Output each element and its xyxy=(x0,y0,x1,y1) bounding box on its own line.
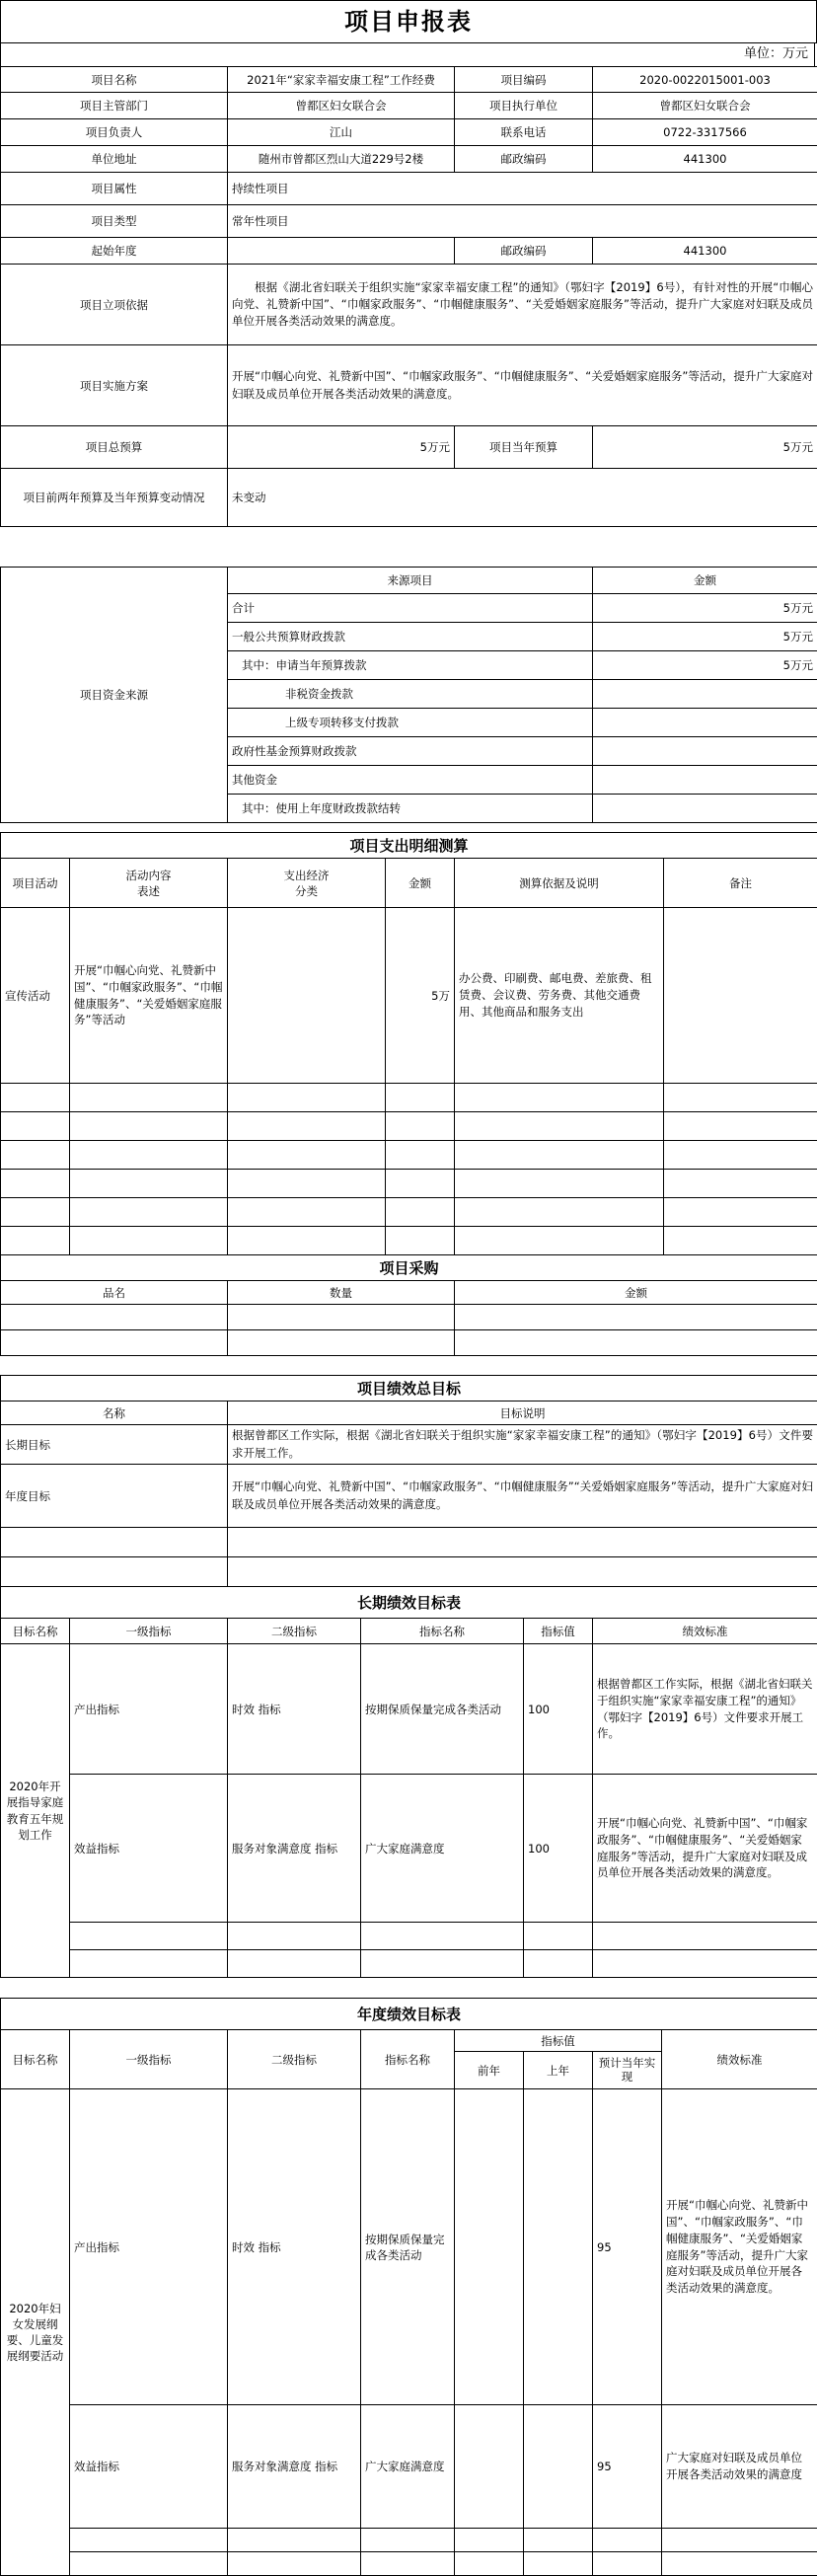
expense-empty-cell xyxy=(70,1084,228,1112)
label-budget-change: 项目前两年预算及当年预算变动情况 xyxy=(1,469,228,527)
funding-row-name: 非税资金拨款 xyxy=(228,680,593,709)
expense-empty-cell xyxy=(228,1198,386,1227)
annual-subheader: 预计当年实现 xyxy=(593,2052,662,2089)
procurement-empty-cell xyxy=(228,1305,455,1330)
expense-empty-cell xyxy=(664,1198,817,1227)
performance-empty-cell xyxy=(1,1528,228,1557)
annual-standard: 开展“巾帼心向党、礼赞新中国”、“巾帼家政服务”、“巾帼健康服务”、“关爱婚姻家庭服务”等活动，提升广大家庭对妇联及成员单位开展各类活动效果的满意度。 xyxy=(662,2089,817,2405)
label-basis: 项目立项依据 xyxy=(1,265,228,345)
funding-row-name: 政府性基金预算财政拨款 xyxy=(228,737,593,766)
value-zip: 441300 xyxy=(593,146,817,173)
longterm-header: 指标值 xyxy=(524,1619,593,1644)
longterm-empty-cell xyxy=(593,1923,817,1950)
expense-empty-cell xyxy=(455,1112,664,1141)
value-project-name: 2021年“家家幸福安康工程”工作经费 xyxy=(228,67,455,93)
procurement-empty-cell xyxy=(455,1305,817,1330)
label-plan: 项目实施方案 xyxy=(1,345,228,426)
funding-row-amount xyxy=(593,709,817,737)
performance-row-desc: 根据曾都区工作实际，根据《湖北省妇联关于组织实施“家家幸福安康工程”的通知》（鄂妇字【2019】6号）文件要求开展工作。 xyxy=(228,1425,817,1465)
funding-row-amount: 5万元 xyxy=(593,594,817,623)
longterm-empty-cell xyxy=(361,1923,524,1950)
annual-goal: 2020年妇女发展纲要、儿童发展纲要活动 xyxy=(1,2089,70,2576)
procurement-empty-cell xyxy=(1,1330,228,1356)
expense-basis: 办公费、印刷费、邮电费、差旅费、租赁费、会议费、劳务费、其他交通费用、其他商品和服务支出 xyxy=(455,908,664,1084)
expense-header: 项目活动 xyxy=(1,859,70,908)
expense-empty-cell xyxy=(664,1170,817,1198)
label-project-code: 项目编码 xyxy=(455,67,593,93)
performance-title: 项目绩效总目标 xyxy=(1,1376,817,1402)
expense-empty-cell xyxy=(228,1112,386,1141)
basic-info-table xyxy=(0,66,817,527)
value-phone: 0722-3317566 xyxy=(593,119,817,146)
funding-row-amount xyxy=(593,737,817,766)
funding-row-name: 其中：申请当年预算拨款 xyxy=(228,651,593,680)
label-funding: 项目资金来源 xyxy=(1,568,228,823)
longterm-header: 绩效标准 xyxy=(593,1619,817,1644)
annual-empty-cell xyxy=(662,2529,817,2552)
annual-header: 指标名称 xyxy=(361,2030,455,2089)
longterm-empty-cell xyxy=(593,1950,817,1978)
annual-header: 绩效标准 xyxy=(662,2030,817,2089)
expense-empty-cell xyxy=(386,1141,455,1170)
annual-empty-cell xyxy=(70,2529,228,2552)
expense-empty-cell xyxy=(70,1112,228,1141)
annual-subheader: 前年 xyxy=(455,2052,524,2089)
expense-header: 活动内容 表述 xyxy=(70,859,228,908)
longterm-header: 二级指标 xyxy=(228,1619,361,1644)
annual-v3: 95 xyxy=(593,2089,662,2405)
annual-empty-cell xyxy=(228,2529,361,2552)
annual-indicator: 按期保质保量完成各类活动 xyxy=(361,2089,455,2405)
value-project-code: 2020-0022015001-003 xyxy=(593,67,817,93)
annual-indicator: 广大家庭满意度 xyxy=(361,2405,455,2529)
longterm-l1: 产出指标 xyxy=(70,1644,228,1775)
annual-v1 xyxy=(455,2089,524,2405)
procurement-header: 金额 xyxy=(455,1281,817,1305)
performance-empty-cell xyxy=(1,1557,228,1587)
label-leader: 项目负责人 xyxy=(1,119,228,146)
annual-l1: 效益指标 xyxy=(70,2405,228,2529)
label-project-name: 项目名称 xyxy=(1,67,228,93)
procurement-header: 品名 xyxy=(1,1281,228,1305)
procurement-title: 项目采购 xyxy=(1,1255,817,1281)
annual-empty-cell xyxy=(593,2529,662,2552)
label-zip: 邮政编码 xyxy=(455,146,593,173)
value-total-budget: 5万元 xyxy=(228,426,455,469)
annual-header: 一级指标 xyxy=(70,2030,228,2089)
expense-amount: 5万 xyxy=(386,908,455,1084)
expense-empty-cell xyxy=(228,1141,386,1170)
expense-empty-cell xyxy=(70,1141,228,1170)
funding-row-name: 其他资金 xyxy=(228,766,593,795)
expense-empty-cell xyxy=(1,1141,70,1170)
expense-empty-cell xyxy=(386,1227,455,1255)
expense-empty-cell xyxy=(386,1112,455,1141)
funding-row-amount xyxy=(593,766,817,795)
performance-empty-cell xyxy=(228,1557,817,1587)
longterm-standard: 根据曾都区工作实际，根据《湖北省妇联关于组织实施“家家幸福安康工程”的通知》（鄂妇字【2019】6号）文件要求开展工作。 xyxy=(593,1644,817,1775)
annual-empty-cell xyxy=(524,2529,593,2552)
expense-empty-cell xyxy=(228,1227,386,1255)
annual-v2 xyxy=(524,2089,593,2405)
performance-header: 目标说明 xyxy=(228,1402,817,1425)
annual-l2: 时效 指标 xyxy=(228,2089,361,2405)
funding-row-name: 一般公共预算财政拨款 xyxy=(228,623,593,651)
longterm-table xyxy=(0,1586,817,1978)
expense-empty-cell xyxy=(1,1198,70,1227)
funding-row-name: 合计 xyxy=(228,594,593,623)
longterm-empty-cell xyxy=(228,1950,361,1978)
expense-header: 金额 xyxy=(386,859,455,908)
longterm-l2: 时效 指标 xyxy=(228,1644,361,1775)
longterm-empty-cell xyxy=(361,1950,524,1978)
expense-note xyxy=(664,908,817,1084)
annual-empty-cell xyxy=(455,2529,524,2552)
procurement-empty-cell xyxy=(1,1305,228,1330)
expense-empty-cell xyxy=(455,1227,664,1255)
performance-header: 名称 xyxy=(1,1402,228,1425)
annual-v1 xyxy=(455,2405,524,2529)
label-phone: 联系电话 xyxy=(455,119,593,146)
longterm-empty-cell xyxy=(70,1950,228,1978)
funding-table xyxy=(0,567,817,823)
expense-empty-cell xyxy=(386,1170,455,1198)
expense-empty-cell xyxy=(228,1084,386,1112)
expense-header: 备注 xyxy=(664,859,817,908)
expense-empty-cell xyxy=(1,1084,70,1112)
longterm-standard: 开展“巾帼心向党、礼赞新中国”、“巾帼家政服务”、“巾帼健康服务”、“关爱婚姻家庭服务”等活动，提升广大家庭对妇联及成员单位开展各类活动效果的满意度。 xyxy=(593,1775,817,1923)
expense-table xyxy=(0,832,817,1255)
value-exec: 曾都区妇女联合会 xyxy=(593,93,817,119)
funding-col-amount: 金额 xyxy=(593,568,817,594)
label-exec: 项目执行单位 xyxy=(455,93,593,119)
value-leader: 江山 xyxy=(228,119,455,146)
longterm-indicator: 广大家庭满意度 xyxy=(361,1775,524,1923)
funding-col-source: 来源项目 xyxy=(228,568,593,594)
value-start-year xyxy=(228,238,455,265)
procurement-empty-cell xyxy=(455,1330,817,1356)
label-year-budget: 项目当年预算 xyxy=(455,426,593,469)
value-zip-2: 441300 xyxy=(593,238,817,265)
funding-row-name: 其中：使用上年度财政拨款结转 xyxy=(228,795,593,823)
value-dept: 曾都区妇女联合会 xyxy=(228,93,455,119)
annual-table xyxy=(0,1998,817,2576)
expense-empty-cell xyxy=(1,1112,70,1141)
longterm-empty-cell xyxy=(70,1923,228,1950)
procurement-header: 数量 xyxy=(228,1281,455,1305)
label-attribute: 项目属性 xyxy=(1,173,228,205)
annual-l2: 服务对象满意度 指标 xyxy=(228,2405,361,2529)
longterm-l1: 效益指标 xyxy=(70,1775,228,1923)
expense-empty-cell xyxy=(664,1084,817,1112)
longterm-value: 100 xyxy=(524,1775,593,1923)
expense-empty-cell xyxy=(70,1227,228,1255)
performance-row-name: 长期目标 xyxy=(1,1425,228,1465)
expense-class xyxy=(228,908,386,1084)
expense-empty-cell xyxy=(386,1198,455,1227)
funding-row-name: 上级专项转移支付拨款 xyxy=(228,709,593,737)
annual-header: 二级指标 xyxy=(228,2030,361,2089)
value-attribute: 持续性项目 xyxy=(228,173,817,205)
label-address: 单位地址 xyxy=(1,146,228,173)
value-type: 常年性项目 xyxy=(228,205,817,238)
expense-empty-cell xyxy=(455,1170,664,1198)
annual-subheader: 上年 xyxy=(524,2052,593,2089)
longterm-empty-cell xyxy=(524,1950,593,1978)
longterm-goal: 2020年开展指导家庭教育五年规划工作 xyxy=(1,1644,70,1978)
funding-row-amount: 5万元 xyxy=(593,651,817,680)
value-plan: 开展“巾帼心向党、礼赞新中国”、“巾帼家政服务”、“巾帼健康服务”、“关爱婚姻家庭服务”等活动，提升广大家庭对妇联及成员单位开展各类活动效果的满意度。 xyxy=(228,345,817,426)
expense-empty-cell xyxy=(664,1227,817,1255)
annual-header: 目标名称 xyxy=(1,2030,70,2089)
funding-row-amount: 5万元 xyxy=(593,623,817,651)
procurement-table xyxy=(0,1254,817,1356)
longterm-title: 长期绩效目标表 xyxy=(1,1587,817,1619)
funding-row-amount xyxy=(593,795,817,823)
performance-row-desc: 开展“巾帼心向党、礼赞新中国”、“巾帼家政服务”、“巾帼健康服务”“关爱婚姻家庭服务”等活动，提升广大家庭对妇联及成员单位开展各类活动效果的满意度。 xyxy=(228,1465,817,1528)
label-type: 项目类型 xyxy=(1,205,228,238)
annual-v3: 95 xyxy=(593,2405,662,2529)
expense-content: 开展“巾帼心向党、礼赞新中国”、“巾帼家政服务”、“巾帼健康服务”、“关爱婚姻家庭服务”等活动 xyxy=(70,908,228,1084)
performance-empty-cell xyxy=(228,1528,817,1557)
longterm-l2: 服务对象满意度 指标 xyxy=(228,1775,361,1923)
label-zip-2: 邮政编码 xyxy=(455,238,593,265)
performance-row-name: 年度目标 xyxy=(1,1465,228,1528)
longterm-header: 指标名称 xyxy=(361,1619,524,1644)
performance-table xyxy=(0,1375,817,1587)
longterm-empty-cell xyxy=(524,1923,593,1950)
unit-label: 单位：万元 xyxy=(0,42,815,66)
value-year-budget: 5万元 xyxy=(593,426,817,469)
longterm-header: 一级指标 xyxy=(70,1619,228,1644)
value-budget-change: 未变动 xyxy=(228,469,817,527)
annual-v2 xyxy=(524,2405,593,2529)
annual-title: 年度绩效目标表 xyxy=(1,1999,817,2030)
annual-standard: 广大家庭对妇联及成员单位开展各类活动效果的满意度 xyxy=(662,2405,817,2529)
annual-empty-cell xyxy=(361,2529,455,2552)
funding-row-amount xyxy=(593,680,817,709)
annual-header: 指标值 xyxy=(455,2030,662,2052)
expense-empty-cell xyxy=(70,1170,228,1198)
longterm-header: 目标名称 xyxy=(1,1619,70,1644)
longterm-empty-cell xyxy=(228,1923,361,1950)
expense-empty-cell xyxy=(386,1084,455,1112)
expense-header: 测算依据及说明 xyxy=(455,859,664,908)
expense-header: 支出经济 分类 xyxy=(228,859,386,908)
label-start-year: 起始年度 xyxy=(1,238,228,265)
longterm-value: 100 xyxy=(524,1644,593,1775)
label-dept: 项目主管部门 xyxy=(1,93,228,119)
longterm-indicator: 按期保质保量完成各类活动 xyxy=(361,1644,524,1775)
expense-title: 项目支出明细测算 xyxy=(1,833,817,859)
value-address: 随州市曾都区烈山大道229号2楼 xyxy=(228,146,455,173)
expense-empty-cell xyxy=(664,1112,817,1141)
expense-empty-cell xyxy=(455,1084,664,1112)
expense-empty-cell xyxy=(455,1198,664,1227)
expense-empty-cell xyxy=(228,1170,386,1198)
procurement-empty-cell xyxy=(228,1330,455,1356)
expense-empty-cell xyxy=(455,1141,664,1170)
annual-l1: 产出指标 xyxy=(70,2089,228,2405)
page-title: 项目申报表 xyxy=(0,0,817,43)
value-basis: 根据《湖北省妇联关于组织实施“家家幸福安康工程”的通知》（鄂妇字【2019】6号），有针对性的开展“巾帼心向党、礼赞新中国”、“巾帼家政服务”、“巾帼健康服务”、“关爱婚姻家庭服务”等活动，提升广大家庭对妇联及成员单位开展各类活动效果的满意度。 xyxy=(228,265,817,345)
expense-empty-cell xyxy=(664,1141,817,1170)
expense-empty-cell xyxy=(1,1227,70,1255)
expense-empty-cell xyxy=(70,1198,228,1227)
expense-activity: 宣传活动 xyxy=(1,908,70,1084)
label-total-budget: 项目总预算 xyxy=(1,426,228,469)
expense-empty-cell xyxy=(1,1170,70,1198)
